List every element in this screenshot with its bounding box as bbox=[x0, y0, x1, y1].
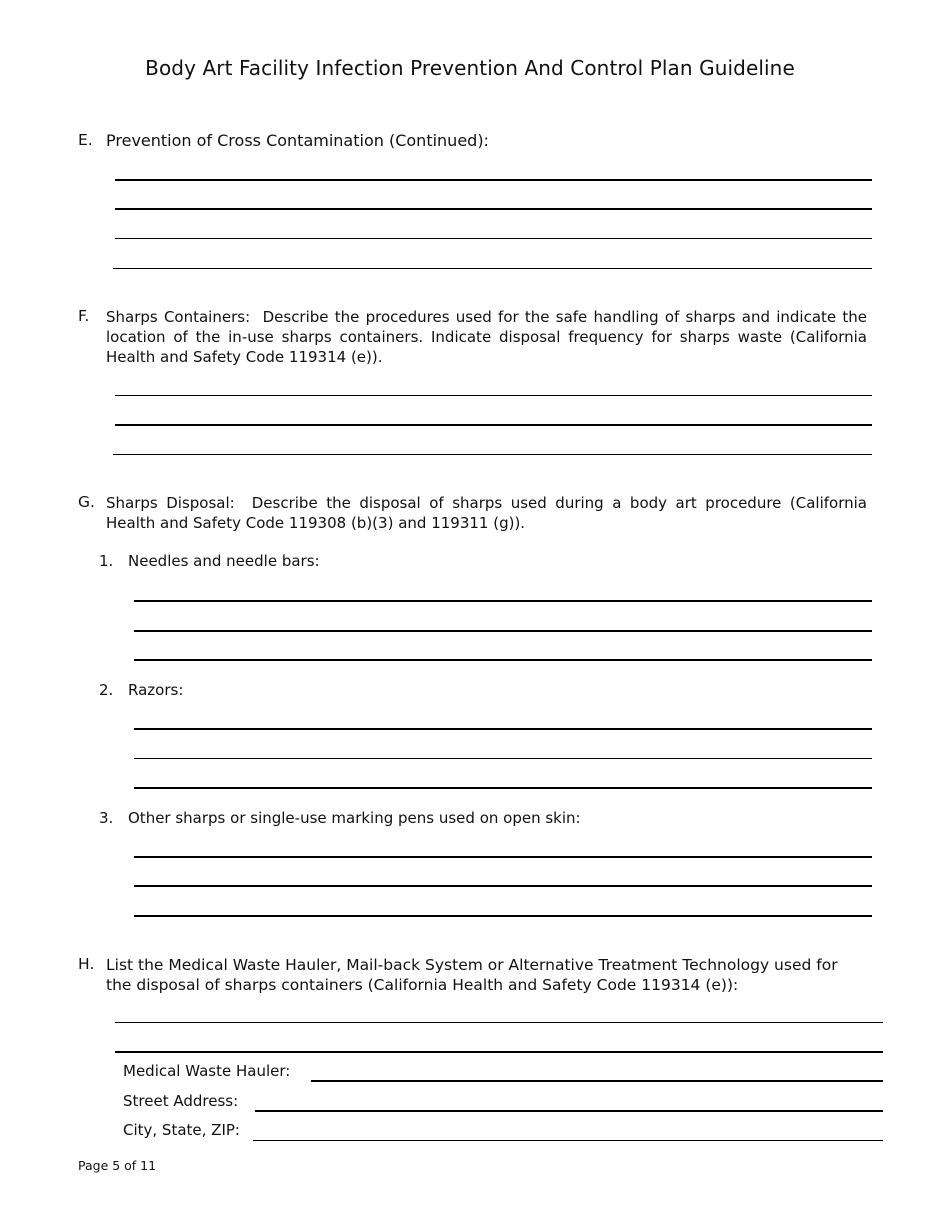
section-letter: E. bbox=[78, 131, 93, 149]
item-number: 1. bbox=[99, 552, 114, 570]
medical-waste-hauler-field[interactable] bbox=[311, 1080, 883, 1082]
section-g-heading: Sharps Disposal: bbox=[106, 494, 235, 512]
answer-line[interactable] bbox=[134, 630, 872, 632]
answer-line[interactable] bbox=[115, 208, 872, 210]
answer-line[interactable] bbox=[115, 1022, 883, 1023]
answer-line[interactable] bbox=[134, 659, 872, 661]
section-e bbox=[78, 131, 867, 151]
city-state-zip-label: City, State, ZIP: bbox=[123, 1121, 240, 1139]
list-item bbox=[99, 681, 184, 699]
answer-line[interactable] bbox=[134, 600, 872, 602]
section-g-description: Describe the disposal of sharps used during a body art procedure (California Health and Safety Code 119308 (b)(3) and 119311 (g)). bbox=[106, 494, 867, 532]
section-letter: H. bbox=[78, 955, 95, 973]
answer-line[interactable] bbox=[115, 238, 872, 239]
medical-waste-hauler-label: Medical Waste Hauler: bbox=[123, 1062, 291, 1080]
street-address-label: Street Address: bbox=[123, 1092, 239, 1110]
section-g bbox=[78, 493, 867, 533]
answer-line[interactable] bbox=[115, 179, 872, 181]
item-label: Other sharps or single-use marking pens used on open skin: bbox=[128, 809, 581, 827]
page-number: Page 5 of 11 bbox=[78, 1158, 157, 1173]
answer-line[interactable] bbox=[134, 787, 872, 789]
answer-line[interactable] bbox=[134, 915, 872, 917]
answer-line[interactable] bbox=[115, 1051, 883, 1053]
section-g-text bbox=[106, 493, 867, 533]
section-h bbox=[78, 955, 867, 995]
answer-line[interactable] bbox=[134, 885, 872, 887]
answer-line[interactable] bbox=[115, 395, 872, 396]
section-f-description: Describe the procedures used for the safe handling of sharps and indicate the location of the in-use sharps containers. Indicate disposal frequency for sharps waste (California Health and Safety Code 119314 (e)). bbox=[106, 308, 867, 366]
section-f-text bbox=[106, 307, 867, 367]
item-number: 2. bbox=[99, 681, 114, 699]
section-f-heading: Sharps Containers: bbox=[106, 308, 251, 326]
section-h-text: List the Medical Waste Hauler, Mail-back System or Alternative Treatment Technology used for the disposal of sharps containers (California Health and Safety Code 119314 (e)): bbox=[106, 956, 838, 994]
item-number: 3. bbox=[99, 809, 114, 827]
document-title: Body Art Facility Infection Prevention And Control Plan Guideline bbox=[145, 56, 795, 80]
list-item bbox=[99, 552, 320, 570]
section-f bbox=[78, 307, 867, 367]
answer-line[interactable] bbox=[134, 728, 872, 730]
section-letter: G. bbox=[78, 493, 95, 511]
city-state-zip-field[interactable] bbox=[253, 1140, 883, 1141]
answer-line[interactable] bbox=[134, 758, 872, 759]
item-label: Razors: bbox=[128, 681, 184, 699]
answer-line[interactable] bbox=[134, 856, 872, 858]
street-address-field[interactable] bbox=[255, 1110, 883, 1112]
answer-line[interactable] bbox=[113, 268, 872, 269]
section-letter: F. bbox=[78, 307, 90, 325]
answer-line[interactable] bbox=[113, 454, 872, 455]
list-item bbox=[99, 809, 581, 827]
item-label: Needles and needle bars: bbox=[128, 552, 320, 570]
section-e-heading: Prevention of Cross Contamination (Continued): bbox=[106, 131, 489, 150]
answer-line[interactable] bbox=[115, 424, 872, 426]
